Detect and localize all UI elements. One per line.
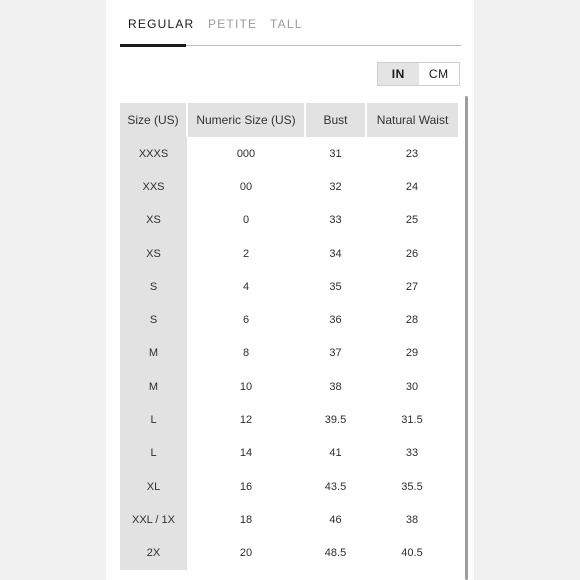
cell-size: L [120, 403, 187, 436]
unit-in-button[interactable]: IN [378, 63, 419, 85]
cell-numeric-size: 000 [236, 147, 256, 160]
cell-numeric-size: 2 [242, 247, 250, 260]
cell-natural-waist: 23 [405, 147, 419, 160]
active-tab-indicator [120, 44, 186, 47]
cell-size: XXL / 1X [120, 503, 187, 536]
cell-numeric-size: 8 [242, 347, 250, 360]
table-row [120, 337, 458, 370]
cell-size: XXS [120, 170, 187, 203]
cell-bust: 46 [329, 513, 342, 526]
cell-numeric-size: 0 [242, 214, 250, 227]
cell-bust: 35 [329, 280, 342, 293]
table-row [120, 170, 458, 203]
cell-size: XL [120, 470, 187, 503]
cell-size: M [120, 370, 187, 403]
cell-natural-waist: 25 [405, 214, 419, 227]
cell-bust: 34 [329, 247, 342, 260]
cell-bust: 48.5 [324, 547, 347, 560]
table-row [120, 370, 458, 403]
cell-bust: 36 [329, 314, 342, 327]
table-row [120, 403, 458, 436]
cell-numeric-size: 00 [239, 180, 253, 193]
cell-size: XXXS [120, 137, 187, 170]
table-row [120, 470, 458, 503]
cell-natural-waist: 31.5 [401, 414, 423, 427]
cell-bust: 32 [329, 180, 342, 193]
size-table [120, 103, 458, 570]
cell-natural-waist: 40.5 [401, 547, 423, 560]
cell-numeric-size: 6 [242, 314, 250, 327]
unit-cm-button[interactable]: CM [428, 67, 449, 81]
cell-numeric-size: 14 [239, 447, 253, 460]
cell-natural-waist: 30 [405, 380, 419, 393]
cell-bust: 39.5 [324, 414, 347, 427]
cell-numeric-size: 4 [242, 280, 250, 293]
table-row [120, 537, 458, 570]
scrollbar[interactable] [465, 96, 468, 580]
cell-numeric-size: 12 [239, 414, 253, 427]
cell-bust: 41 [329, 447, 342, 460]
cell-bust: 37 [329, 347, 342, 360]
table-row [120, 237, 458, 270]
cell-size: M [120, 337, 187, 370]
column-header-bust: Bust [305, 103, 366, 137]
cell-size: XS [120, 237, 187, 270]
cell-bust: 38 [329, 380, 342, 393]
cell-size: L [120, 437, 187, 470]
tab-petite[interactable]: PETITE [208, 17, 258, 31]
cell-natural-waist: 27 [405, 280, 419, 293]
cell-bust: 33 [329, 214, 342, 227]
cell-natural-waist: 29 [405, 347, 419, 360]
table-row [120, 303, 458, 336]
column-header-natural-waist: Natural Waist [366, 103, 458, 137]
cell-natural-waist: 35.5 [401, 480, 423, 493]
column-header-numeric-size: Numeric Size (US) [187, 103, 305, 137]
cell-bust: 43.5 [324, 480, 347, 493]
cell-natural-waist: 28 [405, 314, 419, 327]
cell-size: S [120, 270, 187, 303]
table-row [120, 204, 458, 237]
cell-natural-waist: 38 [405, 513, 419, 526]
cell-natural-waist: 24 [405, 180, 419, 193]
size-category-tabs [120, 0, 461, 46]
cell-bust: 31 [329, 147, 342, 160]
cell-natural-waist: 33 [405, 447, 419, 460]
table-header-row [120, 103, 458, 137]
size-chart-panel [106, 0, 474, 580]
cell-numeric-size: 16 [239, 480, 253, 493]
cell-numeric-size: 20 [239, 547, 253, 560]
column-header-size: Size (US) [120, 103, 187, 137]
cell-size: 2X [120, 537, 187, 570]
tab-tall[interactable]: TALL [270, 17, 303, 31]
table-row [120, 437, 458, 470]
table-row [120, 137, 458, 170]
tab-regular[interactable]: REGULAR [128, 17, 195, 31]
cell-size: S [120, 303, 187, 336]
unit-toggle [377, 62, 460, 86]
cell-numeric-size: 18 [239, 513, 253, 526]
cell-natural-waist: 26 [405, 247, 419, 260]
table-row [120, 503, 458, 536]
cell-numeric-size: 10 [239, 380, 253, 393]
table-row [120, 270, 458, 303]
cell-size: XS [120, 204, 187, 237]
